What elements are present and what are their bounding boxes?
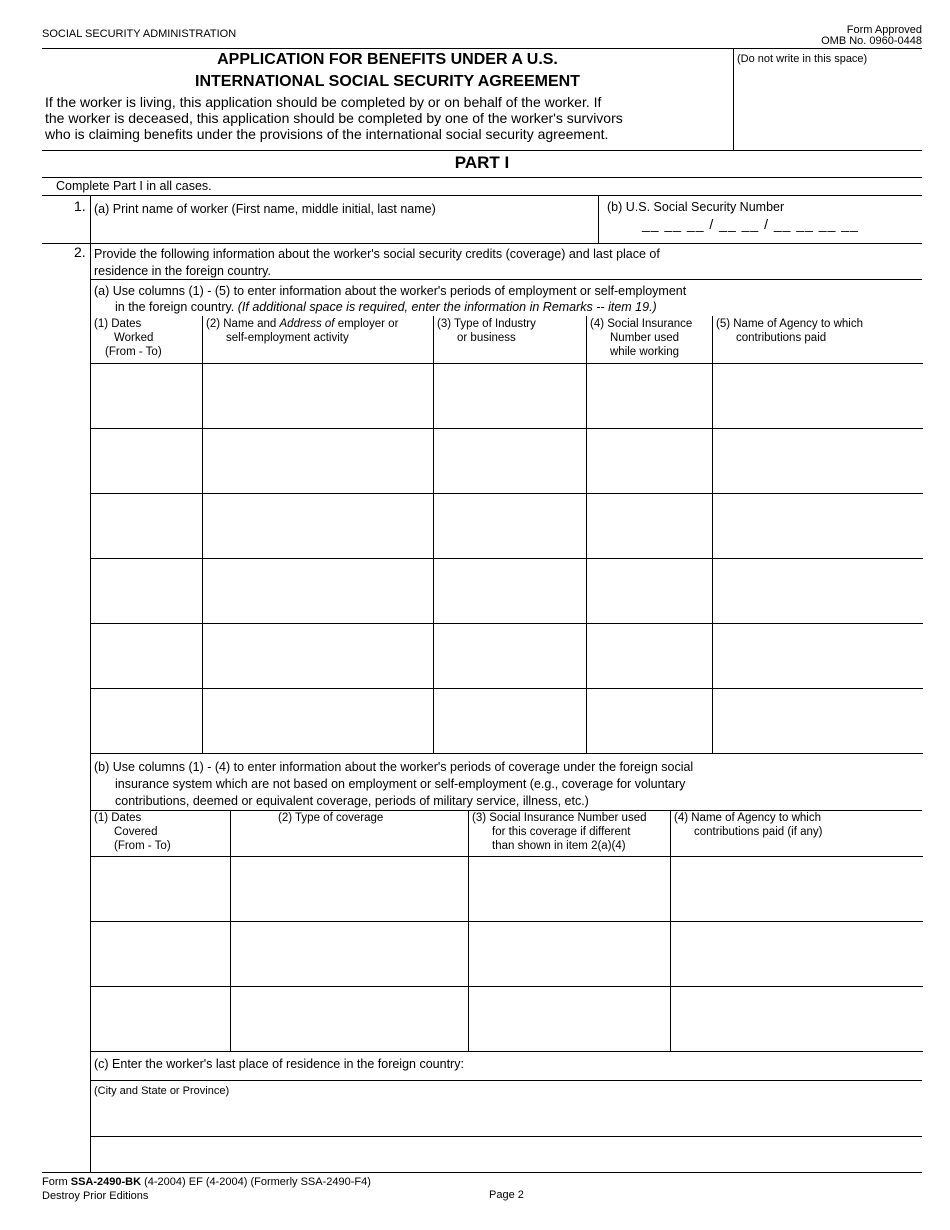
ssn-field[interactable]: __ __ __ / __ __ / __ __ __ __ [642,216,859,232]
item-number: 1. [74,198,86,214]
table-cell[interactable] [434,493,587,558]
table-cell[interactable] [203,363,434,428]
table-cell[interactable] [434,558,587,623]
table-cell[interactable] [587,493,713,558]
item2c-instructions: (c) Enter the worker's last place of residence in the foreign country: [94,1057,464,1071]
table-cell[interactable] [434,688,587,753]
table-cell[interactable] [231,921,469,986]
table-cell[interactable] [91,493,203,558]
table-cell[interactable] [203,493,434,558]
omb-approval [821,25,922,47]
table-cell[interactable] [203,623,434,688]
column-header-employer: (2) Name and Address of employer or self-employment activity [203,316,434,363]
table-row [91,493,923,558]
omb-number: OMB No. 0960-0448 [821,35,922,47]
table-cell[interactable] [587,688,713,753]
table-cell[interactable] [91,363,203,428]
divider [90,279,922,280]
table-cell[interactable] [671,986,923,1051]
instruction-line: residence in the foreign country. [94,264,271,278]
form-title-line1: APPLICATION FOR BENEFITS UNDER A U.S. [217,51,558,68]
instruction-line: Provide the following information about the worker's social security credits (coverage) and last place of [94,247,660,261]
table-cell[interactable] [587,428,713,493]
table-cell[interactable] [91,856,231,921]
intro-text [45,94,623,142]
table-cell[interactable] [587,623,713,688]
table-cell[interactable] [713,428,923,493]
table-cell[interactable] [713,558,923,623]
column-header-agency: (4) Name of Agency to which contributions paid (if any) [671,810,923,856]
table-cell[interactable] [91,428,203,493]
table-cell[interactable] [671,856,923,921]
intro-line: If the worker is living, this application should be completed by or on behalf of the worker. If [45,94,602,110]
table-cell[interactable] [713,363,923,428]
divider [90,1136,922,1137]
approval-text: Form Approved [846,24,922,36]
table-cell[interactable] [91,558,203,623]
table-cell[interactable] [713,688,923,753]
agency-name: SOCIAL SECURITY ADMINISTRATION [42,28,237,40]
worker-name-field[interactable] [91,196,597,242]
table-row [91,921,923,986]
instruction-line: insurance system which are not based on employment or self-employment (e.g., coverage for voluntary [115,777,686,791]
instruction-text: in the foreign country. [115,300,238,314]
page-number: Page 2 [489,1189,524,1201]
column-header-insurance-number: (4) Social Insurance Number used while working [587,316,713,363]
item-number: 2. [74,244,86,260]
item2a-instructions [94,283,686,315]
employment-table [90,316,923,754]
table-row [91,428,923,493]
table-cell[interactable] [231,986,469,1051]
instruction-note: (If additional space is required, enter the information in Remarks -- item 19.) [237,300,657,314]
divider [42,1172,922,1173]
form-title-line2: INTERNATIONAL SOCIAL SECURITY AGREEMENT [195,73,580,90]
table-cell[interactable] [91,921,231,986]
intro-line: the worker is deceased, this application should be completed by one of the worker's survivors [45,110,623,126]
part-heading: PART I [454,153,510,172]
office-use-label: (Do not write in this space) [737,53,868,65]
city-label: (City and State or Province) [94,1085,230,1097]
residence-field[interactable] [91,1081,921,1135]
table-row [91,363,923,428]
table-cell[interactable] [203,688,434,753]
column-header-agency: (5) Name of Agency to which contributions paid [713,316,923,363]
table-cell[interactable] [91,688,203,753]
table-row [91,856,923,921]
divider [42,243,922,244]
item2b-instructions [94,759,693,810]
column-header-insurance-number: (3) Social Insurance Number used for this coverage if different than shown in item 2(a)(4) [469,810,671,856]
column-header-dates-worked: (1) Dates Worked (From - To) [91,316,203,363]
instruction-line: (a) Use columns (1) - (5) to enter information about the worker's periods of employment or self-employment [94,284,687,298]
table-cell[interactable] [469,856,671,921]
table-header [91,810,923,856]
form-footer [42,1175,371,1203]
divider [598,195,599,243]
table-row [91,558,923,623]
table-cell[interactable] [434,363,587,428]
table-cell[interactable] [91,986,231,1051]
table-cell[interactable] [713,493,923,558]
table-cell[interactable] [671,921,923,986]
table-cell[interactable] [91,623,203,688]
coverage-table [90,810,923,1052]
table-cell[interactable] [713,623,923,688]
divider [42,177,922,178]
table-cell[interactable] [231,856,469,921]
instruction-line: contributions, deemed or equivalent coverage, periods of military service, illness, etc.) [115,794,589,808]
table-header [91,316,923,363]
table-row [91,623,923,688]
form-id-line: Form SSA-2490-BK (4-2004) EF (4-2004) (Formerly SSA-2490-F4) [42,1176,371,1188]
table-row [91,986,923,1051]
table-cell[interactable] [587,558,713,623]
column-header-industry: (3) Type of Industry or business [434,316,587,363]
column-header-dates-covered: (1) Dates Covered (From - To) [91,810,231,856]
column-header-coverage-type: (2) Type of coverage [231,810,469,856]
intro-line: who is claiming benefits under the provisions of the international social security agreement. [45,126,609,142]
table-cell[interactable] [434,623,587,688]
destroy-notice: Destroy Prior Editions [42,1190,149,1202]
table-cell[interactable] [587,363,713,428]
divider [733,48,734,150]
table-cell[interactable] [434,428,587,493]
part-instruction: Complete Part I in all cases. [56,179,212,193]
divider [42,48,922,49]
table-cell[interactable] [469,921,671,986]
table-row [91,688,923,753]
divider [42,150,922,151]
table-cell[interactable] [203,428,434,493]
table-cell[interactable] [469,986,671,1051]
table-cell[interactable] [203,558,434,623]
instruction-line: (b) Use columns (1) - (4) to enter information about the worker's periods of coverage under the foreign social [94,760,694,774]
worker-name-label: (a) Print name of worker (First name, middle initial, last name) [94,202,436,216]
item2-instructions [94,246,660,280]
ssn-label: (b) U.S. Social Security Number [607,200,785,214]
instruction-line [94,299,686,315]
